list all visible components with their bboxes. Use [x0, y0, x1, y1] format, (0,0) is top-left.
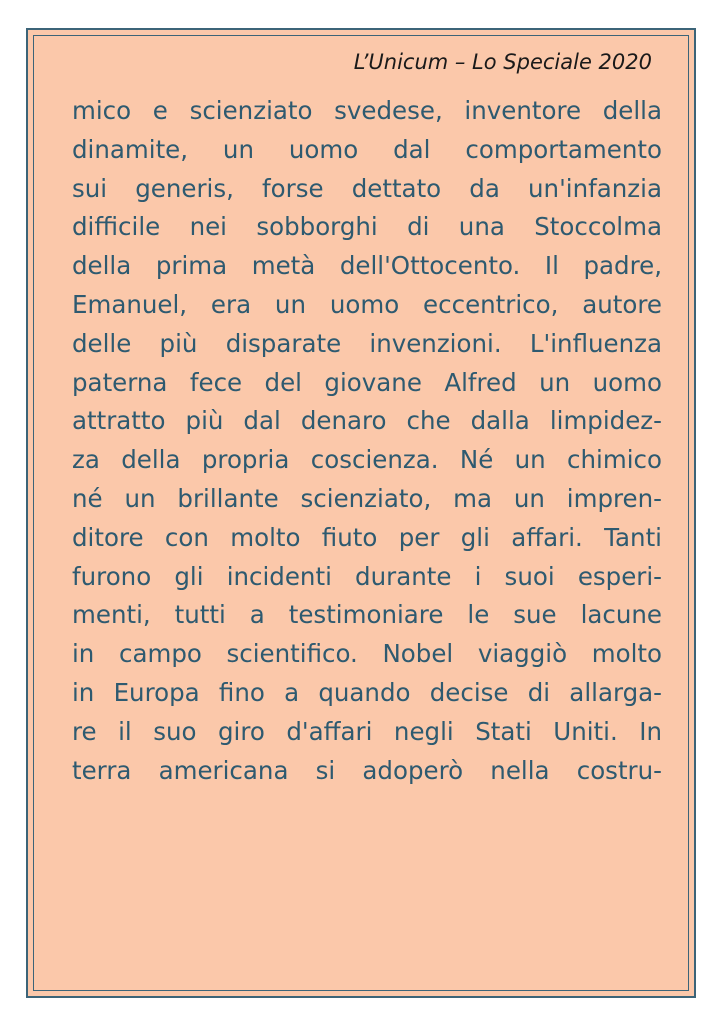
text-line: Emanuel, era un uomo eccentrico, autore	[72, 289, 662, 319]
text-line: furono gli incidenti durante i suoi esperi-	[72, 561, 662, 591]
text-line: né un brillante scienziato, ma un impren-	[72, 483, 662, 513]
body-text	[72, 92, 662, 790]
text-line: za della propria coscienza. Né un chimico	[72, 445, 662, 475]
text-line: paterna fece del giovane Alfred un uomo	[72, 367, 662, 397]
text-line: terra americana si adoperò nella costru-	[72, 755, 662, 785]
text-line: attratto più dal denaro che dalla limpidez-	[72, 406, 662, 436]
text-line: difficile nei sobborghi di una Stoccolma	[72, 212, 662, 242]
text-line: sui generis, forse dettato da un'infanzia	[72, 173, 662, 203]
page-border-outer	[26, 28, 696, 998]
text-line: in campo scientifico. Nobel viaggiò molto	[72, 639, 662, 669]
running-header: L’Unicum – Lo Speciale 2020	[353, 50, 652, 74]
text-line: in Europa fino a quando decise di allarga-	[72, 677, 662, 707]
page-border-inner	[33, 35, 689, 991]
text-line: delle più disparate invenzioni. L'influenza	[72, 328, 662, 358]
text-line: re il suo giro d'affari negli Stati Uniti. In	[72, 716, 662, 746]
text-line: dinamite, un uomo dal comportamento	[72, 134, 662, 164]
text-line: menti, tutti a testimoniare le sue lacune	[72, 600, 662, 630]
text-line: ditore con molto fiuto per gli affari. Tanti	[72, 522, 662, 552]
text-line: mico e scienziato svedese, inventore della	[72, 96, 662, 125]
text-line: della prima metà dell'Ottocento. Il padre,	[72, 251, 662, 281]
